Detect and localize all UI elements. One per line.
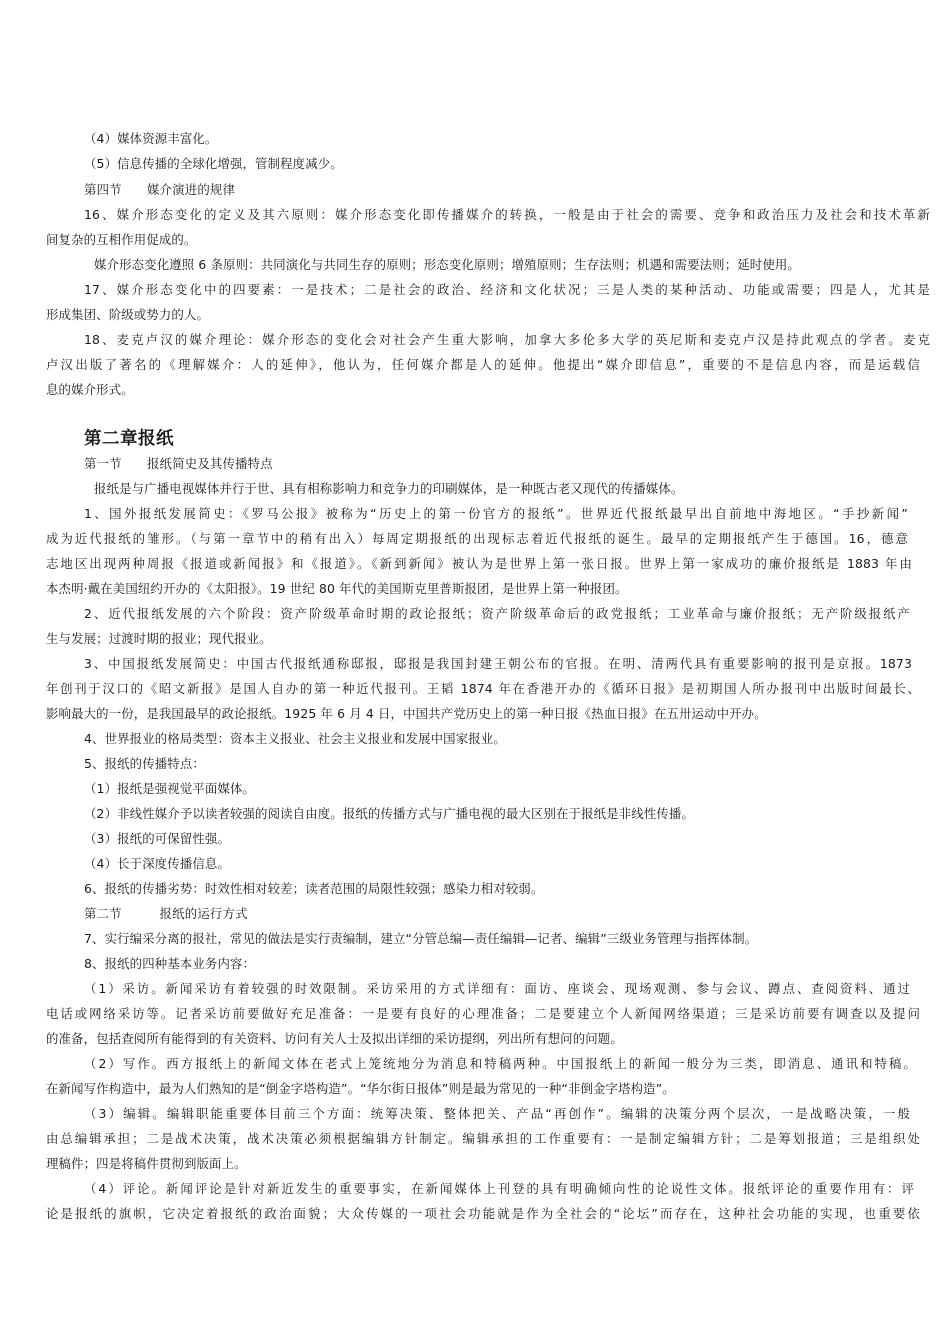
paragraph-line: 媒介形态变化遵照 6 条原则：共同演化与共同生存的原则；形态变化原则；增殖原则；生存法则；机遇和需要法则；延时使用。 [94,257,800,272]
paragraph-line: 息的媒介形式。 [46,382,134,397]
paragraph-line: 电话或网络采访等。记者采访前要做好充足准备：一是要有良好的心理准备；二是要建立个人新闻网络渠道；三是采访前要有调查以及提问 [46,1006,920,1021]
paragraph-line: 6、报纸的传播劣势：时效性相对较差；读者范围的局限性较强；感染力相对较弱。 [84,881,544,896]
paragraph-line: 18、麦克卢汉的媒介理论：媒介形态的变化会对社会产生重大影响，加拿大多伦多大学的英尼斯和麦克卢汉是持此观点的学者。麦克 [84,332,930,347]
paragraph-line: 16、媒介形态变化的定义及其六原则：媒介形态变化即传播媒介的转换，一般是由于社会的需要、竞争和政治压力及社会和技术革新 [84,207,930,222]
paragraph-line: 卢汉出版了著名的《理解媒介：人的延伸》，他认为，任何媒介都是人的延伸。他提出“媒介即信息”，重要的不是信息内容，而是运载信 [46,357,920,372]
list-item: （2）非线性媒介予以读者较强的阅读自由度。报纸的传播方式与广播电视的最大区别在于报纸是非线性传播。 [84,806,694,821]
paragraph-line: 成为近代报纸的雏形。（与第一章节中的稍有出入）每周定期报纸的出现标志着近代报纸的诞生。最早的定期报纸产生于德国。16，德意 [46,531,908,546]
paragraph-line: 生与发展；过渡时期的报业；现代报业。 [46,631,272,646]
paragraph-line: 志地区出现两种周报《报道或新闻报》和《报道》。《新到新闻》被认为是世界上第一张日报。世界上第一家成功的廉价报纸是 1883 年由 [46,556,912,571]
paragraph-line: 报纸是与广播电视媒体并行于世、具有相称影响力和竞争力的印刷媒体，是一种既古老又现代的传播媒体。 [94,481,684,496]
list-item: （1）报纸是强视觉平面媒体。 [84,781,256,796]
paragraph-line: 由总编辑承担；二是战术决策，战术决策必须根据编辑方针制定。编辑承担的工作重要有：一是制定编辑方针；二是筹划报道；三是组织处 [46,1131,920,1146]
section-heading: 第四节 媒介演进的规律 [84,182,236,197]
list-item: （5）信息传播的全球化增强，管制程度减少。 [84,156,343,171]
paragraph-line: 3、中国报纸发展简史：中国古代报纸通称邸报，邸报是我国封建王朝公布的官报。在明、清两代具有重要影响的报刊是京报。1873 [84,656,912,671]
paragraph-line: （1）采访。新闻采访有着较强的时效限制。采访采用的方式详细有：面访、座谈会、现场观测、参与会议、蹲点、查阅资料、通过 [84,981,910,996]
list-heading: 5、报纸的传播特点： [84,756,205,771]
paragraph-line: 理稿件；四是将稿件贯彻到版面上。 [46,1156,247,1171]
chapter-title: 第二章报纸 [84,429,174,449]
paragraph-line: 影响最大的一份，是我国最早的政论报纸。1925 年 6 月 4 日，中国共产党历史上的第一种日报《热血日报》在五卅运动中开办。 [46,706,767,721]
list-item: （3）报纸的可保留性强。 [84,831,230,846]
paragraph-line: 在新闻写作构造中，最为人们熟知的是“倒金字塔构造”。“华尔街日报体”则是最为常见的一种“非倒金字塔构造”。 [46,1081,675,1096]
paragraph-line: 本杰明·戴在美国纽约开办的《太阳报》。19 世纪 80 年代的美国斯克里普斯报团，是世界上第一种报团。 [46,581,628,596]
list-heading: 8、报纸的四种基本业务内容： [84,956,256,971]
paragraph-line: 1、国外报纸发展简史：《罗马公报》被称为“历史上的第一份官方的报纸”。世界近代报纸最早出自前地中海地区。“手抄新闻” [84,506,908,521]
paragraph-line: 7、实行编采分离的报社，常见的做法是实行责编制，建立“分管总编—责任编辑—记者、编辑”三级业务管理与指挥体制。 [84,931,758,946]
paragraph-line: 17、媒介形态变化中的四要素：一是技术；二是社会的政治、经济和文化状况；三是人类的某种活动、功能或需要；四是人，尤其是 [84,282,930,297]
paragraph-line: 形成集团、阶级或势力的人。 [46,307,210,322]
paragraph-line: 的准备，包括查阅所有能得到的有关资料、访问有关人士及拟出详细的采访提纲，列出所有想问的问题。 [46,1031,623,1046]
paragraph-line: 4、世界报业的格局类型：资本主义报业、社会主义报业和发展中国家报业。 [84,731,506,746]
paragraph-line: （3）编辑。编辑职能重要体目前三个方面：统筹决策、整体把关、产品“再创作”。编辑的决策分两个层次，一是战略决策，一般 [84,1106,910,1121]
section-heading: 第一节 报纸简史及其传播特点 [84,456,273,471]
paragraph-line: 论是报纸的旗帜，它决定着报纸的政治面貌；大众传媒的一项社会功能就是作为全社会的“论坛”而存在，这种社会功能的实现，也重要依 [46,1206,920,1221]
paragraph-line: 间复杂的互相作用促成的。 [46,232,197,247]
section-heading: 第二节 报纸的运行方式 [84,906,248,921]
list-item: （4）长于深度传播信息。 [84,856,230,871]
paragraph-line: 年创刊于汉口的《昭文新报》是国人自办的第一种近代报刊。王韬 1874 年在香港开办的《循环日报》是初期国人所办报刊中出版时间最长、 [46,681,920,696]
paragraph-line: （2）写作。西方报纸上的新闻文体在老式上笼统地分为消息和特稿两种。中国报纸上的新闻一般分为三类，即消息、通讯和特稿。 [84,1056,916,1071]
paragraph-line: 2、近代报纸发展的六个阶段：资产阶级革命时期的政论报纸；资产阶级革命后的政党报纸；工业革命与廉价报纸；无产阶级报纸产 [84,606,910,621]
paragraph-line: （4）评论。新闻评论是针对新近发生的重要事实，在新闻媒体上刊登的具有明确倾向性的论说性文体。报纸评论的重要作用有：评 [84,1181,914,1196]
list-item: （4）媒体资源丰富化。 [84,131,218,146]
